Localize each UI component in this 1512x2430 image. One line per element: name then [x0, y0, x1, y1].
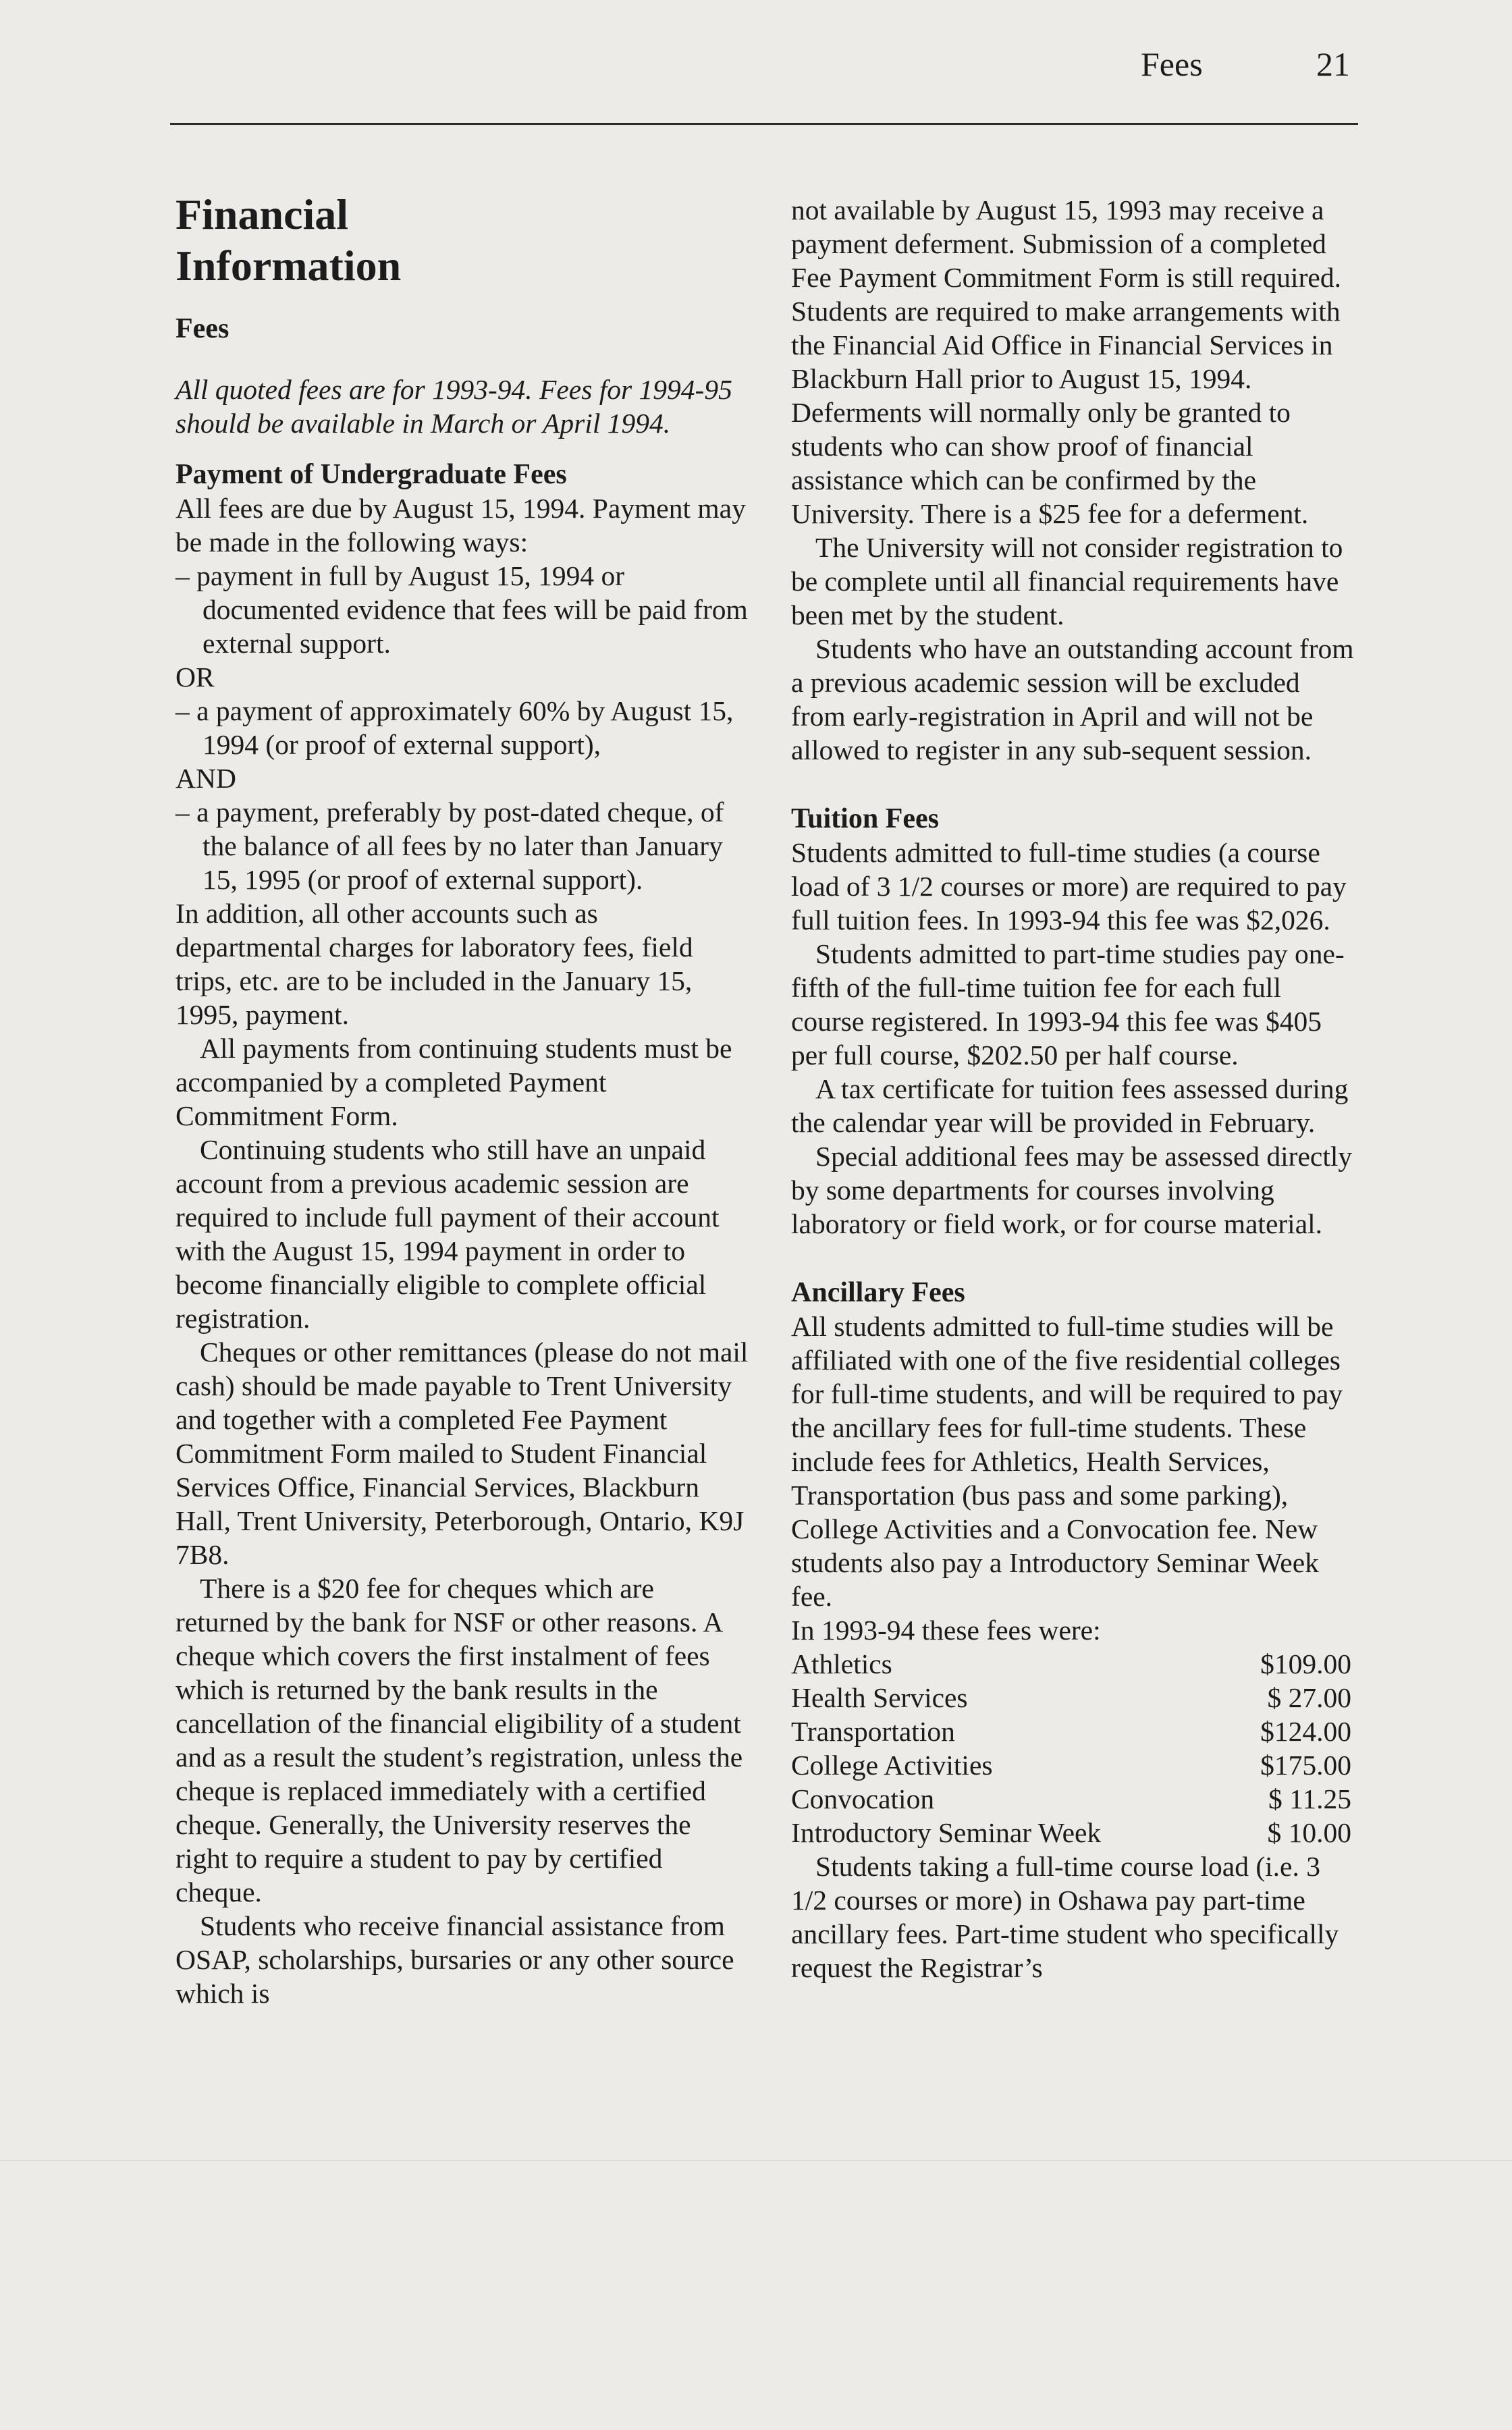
- fees-intro: In 1993-94 these fees were:: [791, 1615, 1101, 1646]
- payment-options-3: [176, 795, 749, 896]
- fee-amount: $ 10.00: [1267, 1817, 1351, 1848]
- fees-note: All quoted fees are for 1993-94. Fees for 1994-95 should be available in March or April 1994.: [176, 374, 732, 439]
- fee-row: [791, 1714, 1351, 1748]
- fee-amount: $ 27.00: [1267, 1682, 1351, 1713]
- paragraph: Students admitted to full-time studies (a course load of 3 1/2 courses or more) are required to pay full tuition fees. In 1993-94 this fee was $2,026.: [791, 837, 1347, 936]
- paragraph: Students taking a full-time course load (i.e. 3 1/2 courses or more) in Oshawa pay part-time ancillary fees. Part-time student who specifically request the Registrar’s: [791, 1851, 1339, 1983]
- ancillary-heading: Ancillary Fees: [791, 1277, 965, 1308]
- paragraph: The University will not consider registration to be complete until all financial requirements have been met by the student.: [791, 532, 1343, 630]
- paragraph: There is a $20 fee for cheques which are returned by the bank for NSF or other reasons. A cheque which covers the first instalment of fees which is returned by the bank results in the cancellation of the financial eligibility of a student and as a result the student’s registration, unless the cheque is replaced immediately with a certified cheque. Generally, the University reserves the right to require a student to pay by certified cheque.: [176, 1573, 743, 1908]
- page-number: 21: [1316, 45, 1350, 83]
- header-rule: [170, 123, 1358, 125]
- fee-name: Transportation: [791, 1716, 955, 1747]
- section-title: [176, 189, 749, 292]
- fee-amount: $109.00: [1260, 1648, 1351, 1679]
- paragraph: Special additional fees may be assessed directly by some departments for courses involving laboratory or field work, or for course material.: [791, 1141, 1353, 1239]
- ancillary-fee-table: [791, 1647, 1351, 1850]
- paragraph: not available by August 15, 1993 may receive a payment deferment. Submission of a completed Fee Payment Commitment Form is still required. Students are required to make arrangements with the Financial Aid Office in Financial Services in Blackburn Hall prior to August 15, 1994. Deferments will normally only be granted to students who can show proof of financial assistance which can be confirmed by the University. There is a $25 fee for a deferment.: [791, 194, 1341, 529]
- fee-row: [791, 1748, 1351, 1782]
- fee-amount: $ 11.25: [1268, 1783, 1351, 1814]
- paragraph: Continuing students who still have an unpaid account from a previous academic session are required to include full payment of their account with the August 15, 1994 payment in order to become financially eligible to complete official registration.: [176, 1134, 720, 1334]
- fee-row: [791, 1681, 1351, 1714]
- page-header: [0, 40, 1512, 88]
- payment-option-2: – a payment of approximately 60% by August 15, 1994 (or proof of external support),: [176, 695, 734, 760]
- paragraph: Students who receive financial assistance from OSAP, scholarships, bursaries or any other source which is: [176, 1910, 734, 2009]
- paragraph: Students admitted to part-time studies pay one-fifth of the full-time tuition fee for each full course registered. In 1993-94 this fee was $405 per full course, $202.50 per half course.: [791, 938, 1345, 1071]
- section-title-line1: Financial: [176, 190, 349, 238]
- fee-name: Health Services: [791, 1682, 968, 1713]
- and-connector: AND: [176, 763, 236, 794]
- fee-amount: $175.00: [1260, 1750, 1351, 1781]
- or-connector: OR: [176, 662, 215, 693]
- fees-heading: Fees: [176, 313, 230, 344]
- payment-heading: Payment of Undergraduate Fees: [176, 459, 567, 490]
- paragraph: All payments from continuing students must be accompanied by a completed Payment Commitment Form.: [176, 1033, 732, 1131]
- scan-artifact-line: [0, 2160, 1512, 2161]
- tuition-heading: Tuition Fees: [791, 803, 939, 834]
- fee-amount: $124.00: [1260, 1716, 1351, 1747]
- fee-row: [791, 1816, 1351, 1850]
- paragraph: All students admitted to full-time studies will be affiliated with one of the five residential colleges for full-time students, and will be required to pay the ancillary fees for full-time students. These include fees for Athletics, Health Services, Transportation (bus pass and some parking), College Activities and a Convocation fee. New students also pay a Introductory Seminar Week fee.: [791, 1311, 1343, 1612]
- fee-row: [791, 1782, 1351, 1816]
- paragraph: Cheques or other remittances (please do not mail cash) should be made payable to Trent University and together with a completed Fee Payment Commitment Form mailed to Student Financial Services Office, Financial Services, Blackburn Hall, Trent University, Peterborough, Ontario, K9J 7B8.: [176, 1336, 749, 1570]
- left-column: [176, 189, 749, 2010]
- section-title-line2: Information: [176, 242, 402, 290]
- running-head: Fees: [1141, 45, 1203, 83]
- fee-name: Athletics: [791, 1648, 892, 1679]
- paragraph: Students who have an outstanding account from a previous academic session will be excluded from early-registration in April and will not be allowed to register in any sub-sequent session.: [791, 633, 1354, 765]
- fee-name: College Activities: [791, 1750, 993, 1781]
- right-column: [791, 193, 1358, 1985]
- payment-options: [176, 559, 749, 660]
- payment-option-1: – payment in full by August 15, 1994 or documented evidence that fees will be paid from external support.: [176, 560, 748, 659]
- paragraph: In addition, all other accounts such as departmental charges for laboratory fees, field trips, etc. are to be included in the January 15, 1995, payment.: [176, 898, 693, 1030]
- paragraph: A tax certificate for tuition fees assessed during the calendar year will be provided in February.: [791, 1073, 1349, 1138]
- fee-name: Introductory Seminar Week: [791, 1817, 1102, 1848]
- payment-options-2: [176, 694, 749, 761]
- fee-row: [791, 1647, 1351, 1681]
- fee-name: Convocation: [791, 1783, 935, 1814]
- payment-option-3: – a payment, preferably by post-dated cheque, of the balance of all fees by no later than January 15, 1995 (or proof of external support).: [176, 796, 724, 895]
- payment-intro: All fees are due by August 15, 1994. Payment may be made in the following ways:: [176, 493, 746, 558]
